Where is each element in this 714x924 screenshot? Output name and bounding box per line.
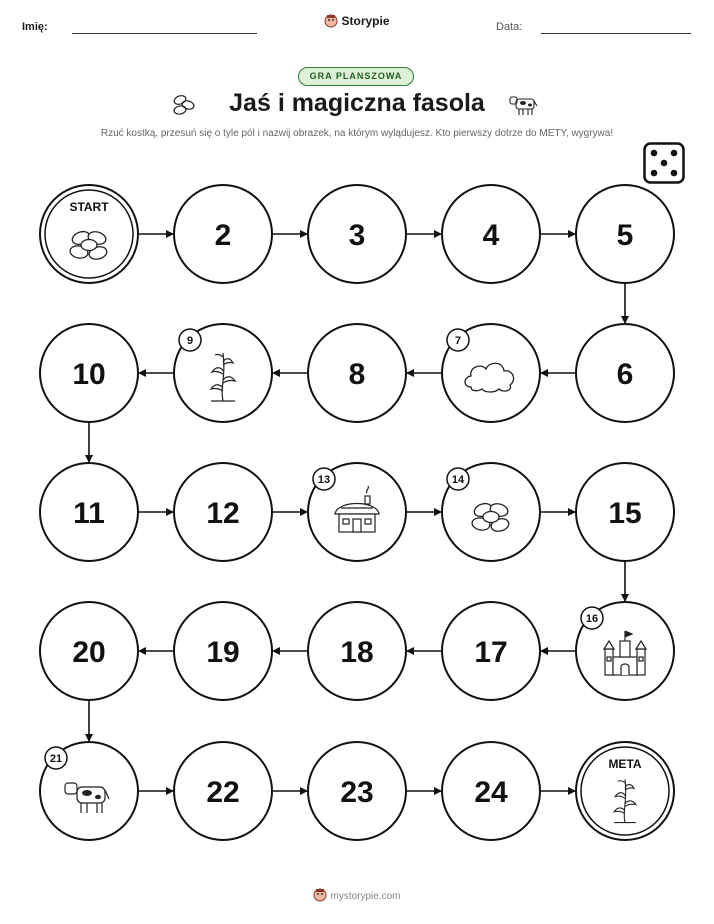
start-label: START	[69, 200, 109, 214]
footer	[0, 888, 714, 902]
square-number: 20	[72, 636, 106, 669]
board-square-21[interactable]	[40, 742, 138, 840]
board-square-24[interactable]	[442, 742, 540, 840]
square-number: 2	[214, 219, 232, 252]
square-badge-number: 7	[454, 335, 462, 347]
square-number: 17	[474, 636, 508, 669]
finish-label: META	[608, 757, 642, 771]
board-square-2[interactable]	[174, 185, 272, 283]
board-square-14[interactable]	[442, 463, 540, 561]
square-number: 12	[206, 497, 240, 530]
board-square-7[interactable]	[442, 324, 540, 422]
square-badge-number: 21	[49, 753, 63, 765]
board-square-12[interactable]	[174, 463, 272, 561]
board-square-11[interactable]	[40, 463, 138, 561]
board-square-6[interactable]	[576, 324, 674, 422]
board-square-20[interactable]	[40, 602, 138, 700]
board-square-19[interactable]	[174, 602, 272, 700]
board-square-16[interactable]	[576, 602, 674, 700]
square-badge-number: 16	[585, 613, 599, 625]
board-square-9[interactable]	[174, 324, 272, 422]
square-number: 5	[616, 219, 634, 252]
category-badge: GRA PLANSZOWA	[298, 67, 414, 86]
board-square-10[interactable]	[40, 324, 138, 422]
board-square-8[interactable]	[308, 324, 406, 422]
board-square-23[interactable]	[308, 742, 406, 840]
square-badge-number: 14	[451, 474, 465, 486]
square-number: 4	[482, 219, 500, 252]
square-badge-number: 9	[186, 335, 194, 347]
board-square-13[interactable]	[308, 463, 406, 561]
board-square-15[interactable]	[576, 463, 674, 561]
name-label: Imię:	[22, 21, 48, 33]
square-number: 23	[340, 776, 374, 809]
instructions: Rzuć kostką, przesuń się o tyle pól i nazwij obrazek, na którym wylądujesz. Kto pierwszy dotrze do METY, wygrywa!	[100, 128, 614, 139]
board-square-17[interactable]	[442, 602, 540, 700]
board-square-3[interactable]	[308, 185, 406, 283]
square-number: 8	[348, 358, 366, 391]
board-square-25[interactable]	[576, 742, 674, 840]
board-square-22[interactable]	[174, 742, 272, 840]
board-square-5[interactable]	[576, 185, 674, 283]
storypie-logo-icon	[313, 888, 327, 902]
square-number: 11	[73, 497, 105, 530]
square-number: 10	[72, 358, 106, 391]
footer-url: mystorypie.com	[330, 891, 401, 902]
board-square-18[interactable]	[308, 602, 406, 700]
square-number: 3	[348, 219, 366, 252]
square-number: 15	[608, 497, 642, 530]
square-number: 22	[206, 776, 240, 809]
square-number: 24	[474, 776, 508, 809]
square-number: 6	[616, 358, 634, 391]
date-label: Data:	[496, 21, 523, 33]
board-square-1[interactable]	[40, 185, 138, 283]
board-square-4[interactable]	[442, 185, 540, 283]
square-number: 18	[340, 636, 374, 669]
brand-name: Storypie	[341, 14, 390, 28]
square-number: 19	[206, 636, 240, 669]
page-title: Jaś i magiczna fasola	[229, 89, 485, 117]
square-badge-number: 13	[317, 474, 331, 486]
